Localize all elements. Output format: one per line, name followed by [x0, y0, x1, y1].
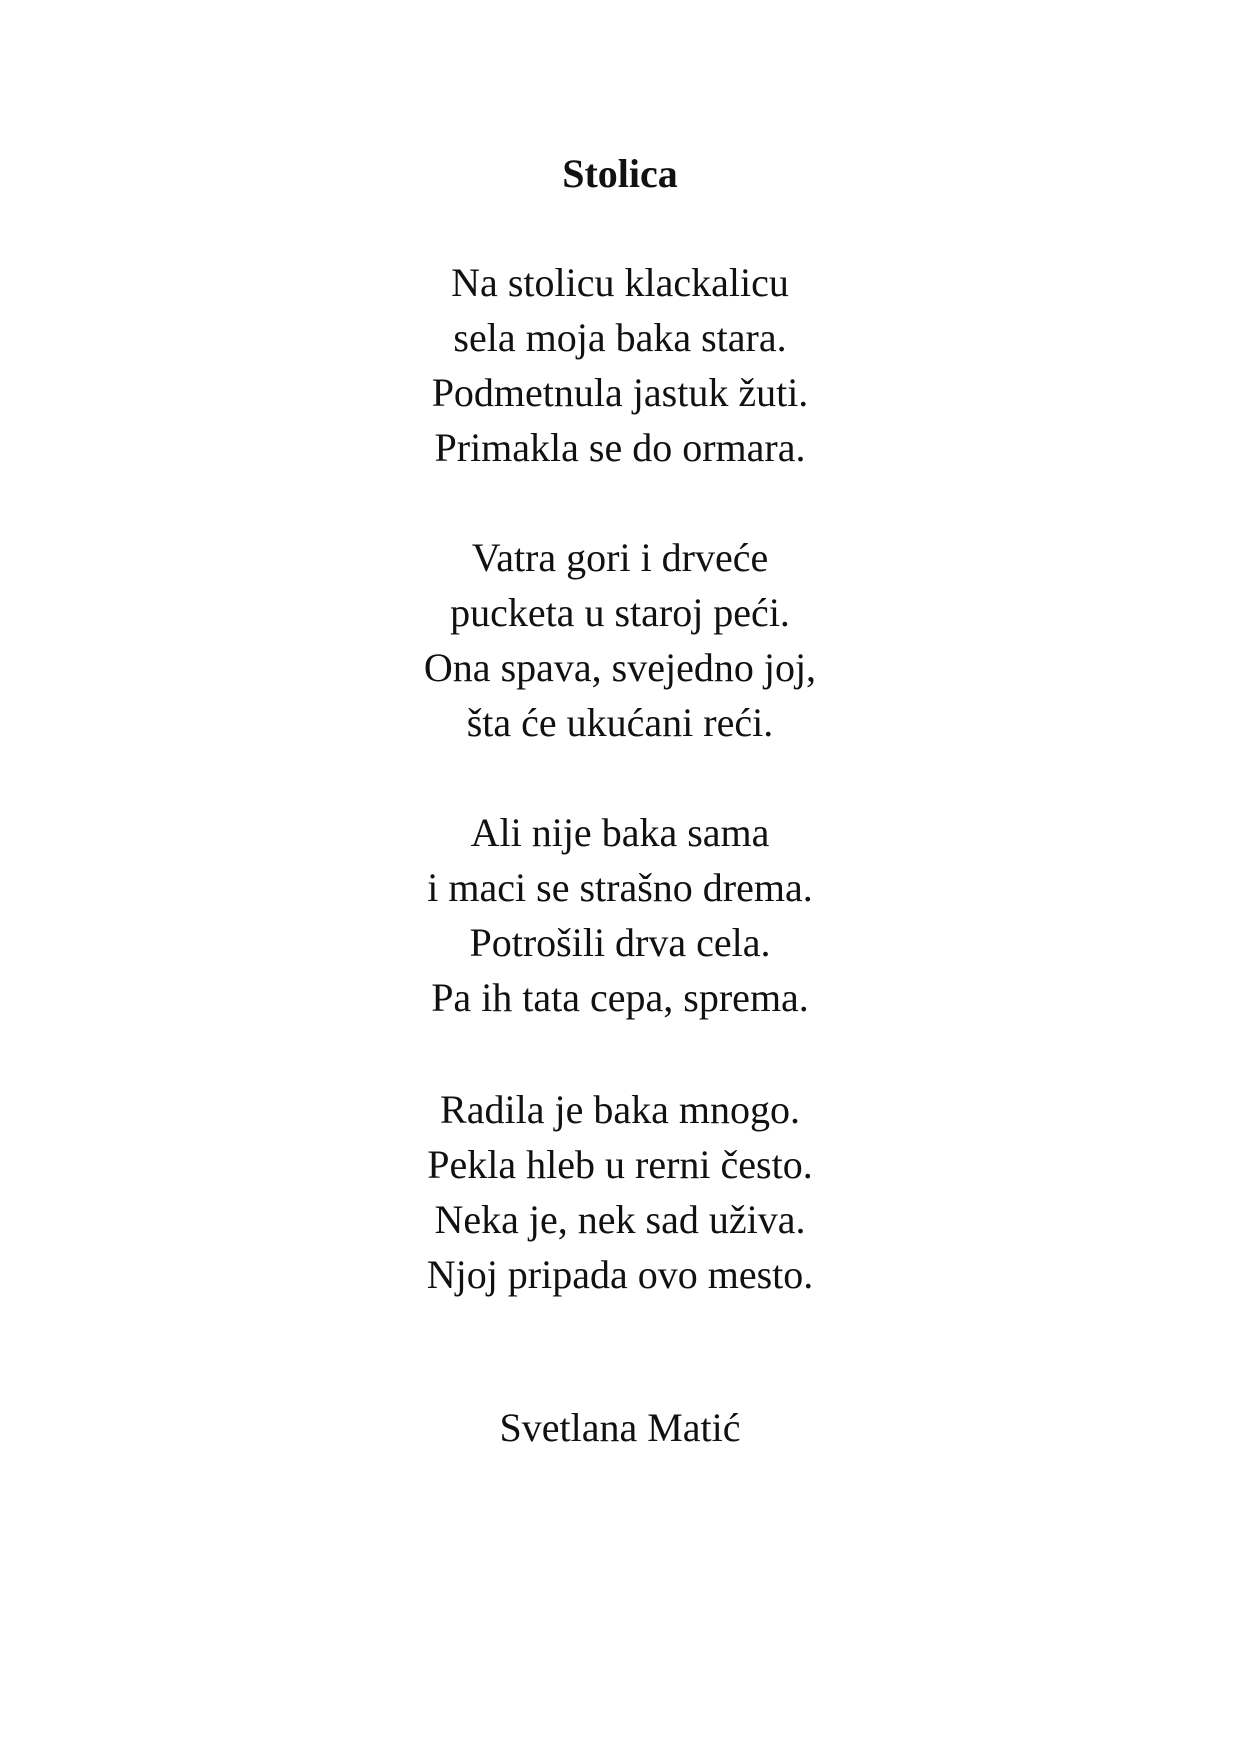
stanza-2: [0, 530, 1240, 750]
poem-line: Neka je, nek sad uživa.: [434, 1197, 806, 1242]
poem-line: sela moja baka stara.: [453, 315, 787, 360]
poem-author: Svetlana Matić: [499, 1405, 741, 1450]
stanza-3: [0, 805, 1240, 1025]
poem-line: Podmetnula jastuk žuti.: [431, 370, 809, 415]
poem-line: Pa ih tata cepa, sprema.: [431, 975, 809, 1020]
poem-line: Ona spava, svejedno joj,: [423, 645, 817, 690]
poem-line: Ali nije baka sama: [470, 810, 770, 855]
stanza-4: [0, 1082, 1240, 1302]
poem-line: pucketa u staroj peći.: [450, 590, 790, 635]
poem-line: Pekla hleb u rerni često.: [427, 1142, 813, 1187]
poem-line: Njoj pripada ovo mesto.: [426, 1252, 814, 1297]
poem-line: Vatra gori i drveće: [471, 535, 769, 580]
poem-line: Primakla se do ormara.: [434, 425, 806, 470]
poem-line: Na stolicu klackalicu: [451, 260, 789, 305]
stanza-1: [0, 255, 1240, 475]
poem-line: Radila je baka mnogo.: [440, 1087, 800, 1132]
poem-line: Potrošili drva cela.: [469, 920, 771, 965]
poem-title: Stolica: [562, 151, 678, 196]
poem-line: i maci se strašno drema.: [427, 865, 813, 910]
poem-line: šta će ukućani reći.: [466, 700, 774, 745]
